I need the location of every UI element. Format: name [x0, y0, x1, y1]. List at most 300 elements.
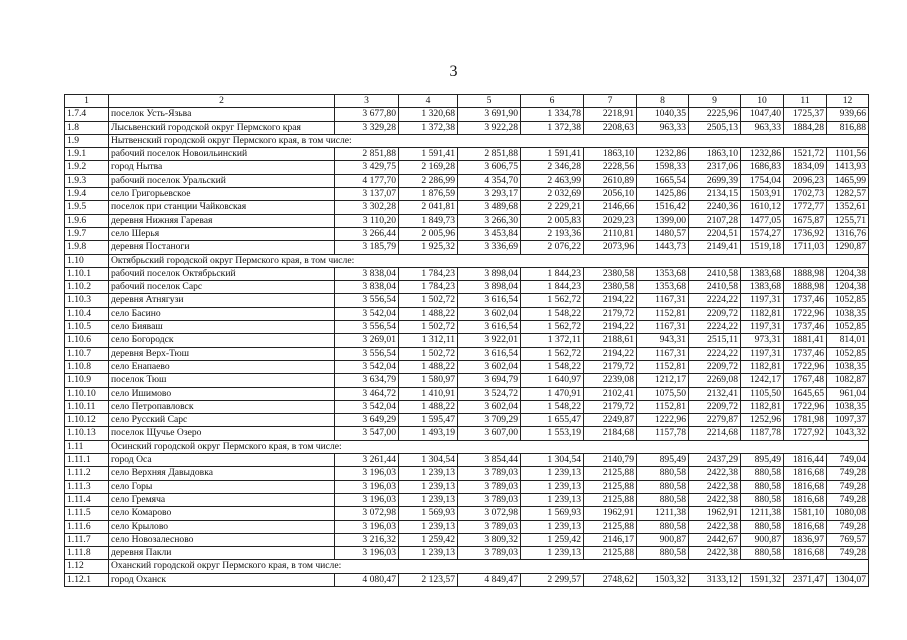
section-number: 1.11: [65, 440, 109, 453]
value-cell: 1182,81: [741, 400, 784, 413]
value-cell: 1 372,11: [521, 334, 584, 347]
value-cell: 1 239,13: [521, 480, 584, 493]
row-number: 1.9.8: [65, 241, 109, 254]
value-cell: 2146,66: [584, 201, 637, 214]
value-cell: 3 137,07: [335, 188, 399, 201]
value-cell: 2 169,28: [399, 161, 458, 174]
value-cell: 2422,38: [689, 520, 741, 533]
value-cell: 2 286,99: [399, 174, 458, 187]
value-cell: 3 196,03: [335, 493, 399, 506]
value-cell: 2380,58: [584, 281, 637, 294]
row-number: 1.12.1: [65, 573, 109, 586]
settlement-name: деревня Атнягузи: [109, 294, 335, 307]
value-cell: 1 876,59: [399, 188, 458, 201]
value-cell: 749,04: [827, 454, 869, 467]
value-cell: 1 784,23: [399, 281, 458, 294]
value-cell: 3 072,98: [458, 507, 521, 520]
value-cell: 1353,68: [637, 281, 689, 294]
column-header-6: 6: [521, 95, 584, 108]
value-cell: 2132,41: [689, 387, 741, 400]
value-cell: 1675,87: [784, 214, 827, 227]
value-cell: 3 709,29: [458, 414, 521, 427]
value-cell: 1834,09: [784, 161, 827, 174]
column-header-2: 2: [109, 95, 335, 108]
value-cell: 1 239,13: [399, 547, 458, 560]
header-row: [65, 95, 869, 108]
value-cell: 1413,93: [827, 161, 869, 174]
value-cell: 2188,61: [584, 334, 637, 347]
value-cell: 2 005,83: [521, 214, 584, 227]
settlement-name: поселок при станции Чайковская: [109, 201, 335, 214]
value-cell: 1521,72: [784, 148, 827, 161]
value-cell: 1 488,22: [399, 360, 458, 373]
value-cell: 1 334,78: [521, 108, 584, 121]
value-cell: 2422,38: [689, 467, 741, 480]
settlement-name: село Басино: [109, 307, 335, 320]
value-cell: 2 032,69: [521, 188, 584, 201]
row-number: 1.11.8: [65, 547, 109, 560]
value-cell: 3 694,79: [458, 374, 521, 387]
value-cell: 3133,12: [689, 573, 741, 586]
value-cell: 1 640,97: [521, 374, 584, 387]
value-cell: 2096,23: [784, 174, 827, 187]
value-cell: 1480,57: [637, 227, 689, 240]
value-cell: 2269,08: [689, 374, 741, 387]
value-cell: 2194,22: [584, 294, 637, 307]
table-row: [65, 493, 869, 506]
value-cell: 880,58: [741, 493, 784, 506]
value-cell: 1 548,22: [521, 307, 584, 320]
value-cell: 1881,41: [784, 334, 827, 347]
row-number: 1.10.11: [65, 400, 109, 413]
value-cell: 4 080,47: [335, 573, 399, 586]
value-cell: 1591,32: [741, 573, 784, 586]
value-cell: 2194,22: [584, 347, 637, 360]
value-cell: 1465,99: [827, 174, 869, 187]
value-cell: 2224,22: [689, 294, 741, 307]
value-cell: 2 463,99: [521, 174, 584, 187]
value-cell: 1 925,32: [399, 241, 458, 254]
value-cell: 3 547,00: [335, 427, 399, 440]
value-cell: 2209,72: [689, 400, 741, 413]
value-cell: 3 185,79: [335, 241, 399, 254]
value-cell: 1399,00: [637, 214, 689, 227]
row-number: 1.9.5: [65, 201, 109, 214]
value-cell: 1187,78: [741, 427, 784, 440]
value-cell: 1645,65: [784, 387, 827, 400]
section-number: 1.10: [65, 254, 109, 267]
value-cell: 880,58: [741, 467, 784, 480]
settlement-name: село Ишимово: [109, 387, 335, 400]
value-cell: 1167,31: [637, 347, 689, 360]
value-cell: 3 266,44: [335, 227, 399, 240]
value-cell: 2029,23: [584, 214, 637, 227]
value-cell: 3 556,54: [335, 294, 399, 307]
value-cell: 3 110,20: [335, 214, 399, 227]
settlement-name: село Горы: [109, 480, 335, 493]
value-cell: 1 548,22: [521, 400, 584, 413]
value-cell: 961,04: [827, 387, 869, 400]
section-title: Оханский городской округ Пермского края, в том числе:: [109, 560, 869, 573]
value-cell: 3 266,30: [458, 214, 521, 227]
value-cell: 1737,46: [784, 347, 827, 360]
value-cell: 3 789,03: [458, 547, 521, 560]
value-cell: 963,33: [637, 121, 689, 134]
value-cell: 2134,15: [689, 188, 741, 201]
value-cell: 2224,22: [689, 347, 741, 360]
table-row: [65, 360, 869, 373]
value-cell: 1816,68: [784, 480, 827, 493]
value-cell: 3 691,90: [458, 108, 521, 121]
value-cell: 3 616,54: [458, 347, 521, 360]
value-cell: 1 849,73: [399, 214, 458, 227]
value-cell: 1 502,72: [399, 294, 458, 307]
settlement-name: деревня Постаноги: [109, 241, 335, 254]
value-cell: 1 493,19: [399, 427, 458, 440]
row-number: 1.10.3: [65, 294, 109, 307]
value-cell: 1 239,13: [521, 547, 584, 560]
value-cell: 2184,68: [584, 427, 637, 440]
value-cell: 2610,89: [584, 174, 637, 187]
value-cell: 1816,68: [784, 520, 827, 533]
value-cell: 1290,87: [827, 241, 869, 254]
row-number: 1.10.6: [65, 334, 109, 347]
settlement-name: село Шерья: [109, 227, 335, 240]
value-cell: 749,28: [827, 480, 869, 493]
value-cell: 769,57: [827, 533, 869, 546]
value-cell: 1754,04: [741, 174, 784, 187]
row-number: 1.11.2: [65, 467, 109, 480]
value-cell: 4 177,70: [335, 174, 399, 187]
settlement-name: село Гремяча: [109, 493, 335, 506]
settlement-name: село Петропавловск: [109, 400, 335, 413]
row-number: 1.9.2: [65, 161, 109, 174]
value-cell: 1 562,72: [521, 347, 584, 360]
value-cell: 1232,86: [637, 148, 689, 161]
value-cell: 3 542,04: [335, 307, 399, 320]
value-cell: 2102,41: [584, 387, 637, 400]
value-cell: 3 302,28: [335, 201, 399, 214]
value-cell: 3 542,04: [335, 360, 399, 373]
value-cell: 1 655,47: [521, 414, 584, 427]
value-cell: 2107,28: [689, 214, 741, 227]
row-number: 1.10.10: [65, 387, 109, 400]
row-number: 1.11.6: [65, 520, 109, 533]
table-row: [65, 400, 869, 413]
settlement-name: город Оса: [109, 454, 335, 467]
settlement-name: город Оханск: [109, 573, 335, 586]
row-number: 1.10.12: [65, 414, 109, 427]
value-cell: 1038,35: [827, 400, 869, 413]
value-cell: 1 239,13: [399, 520, 458, 533]
value-cell: 4 849,47: [458, 573, 521, 586]
value-cell: 900,87: [741, 533, 784, 546]
row-number: 1.9.7: [65, 227, 109, 240]
value-cell: 1097,37: [827, 414, 869, 427]
value-cell: 1 844,23: [521, 281, 584, 294]
value-cell: 1052,85: [827, 294, 869, 307]
value-cell: 2249,87: [584, 414, 637, 427]
value-cell: 1038,35: [827, 360, 869, 373]
value-cell: 880,58: [741, 480, 784, 493]
value-cell: 1598,33: [637, 161, 689, 174]
value-cell: 2442,67: [689, 533, 741, 546]
table-row: [65, 214, 869, 227]
value-cell: 3 922,01: [458, 334, 521, 347]
value-cell: 2422,38: [689, 547, 741, 560]
value-cell: 2125,88: [584, 493, 637, 506]
section-row: [65, 134, 869, 147]
value-cell: 1 580,97: [399, 374, 458, 387]
column-header-12: 12: [827, 95, 869, 108]
value-cell: 3 196,03: [335, 547, 399, 560]
value-cell: 895,49: [637, 454, 689, 467]
value-cell: 2422,38: [689, 480, 741, 493]
section-title: Октябрьский городской округ Пермского края, в том числе:: [109, 254, 869, 267]
table-row: [65, 281, 869, 294]
value-cell: 3 542,04: [335, 400, 399, 413]
value-cell: 1722,96: [784, 307, 827, 320]
section-title: Нытвенский городской округ Пермского края, в том числе:: [109, 134, 869, 147]
value-cell: 1702,73: [784, 188, 827, 201]
row-number: 1.11.3: [65, 480, 109, 493]
value-cell: 2505,13: [689, 121, 741, 134]
value-cell: 1816,44: [784, 454, 827, 467]
settlement-name: поселок Щучье Озеро: [109, 427, 335, 440]
value-cell: 1425,86: [637, 188, 689, 201]
settlement-name: деревня Нижняя Гаревая: [109, 214, 335, 227]
value-cell: 1075,50: [637, 387, 689, 400]
value-cell: 3 898,04: [458, 281, 521, 294]
column-header-10: 10: [741, 95, 784, 108]
value-cell: 2699,39: [689, 174, 741, 187]
value-cell: 2125,88: [584, 520, 637, 533]
value-cell: 1038,35: [827, 307, 869, 320]
value-cell: 1383,68: [741, 281, 784, 294]
value-cell: 2 851,88: [335, 148, 399, 161]
value-cell: 2422,38: [689, 493, 741, 506]
value-cell: 3 293,17: [458, 188, 521, 201]
value-cell: 2125,88: [584, 480, 637, 493]
table-row: [65, 267, 869, 280]
value-cell: 4 354,70: [458, 174, 521, 187]
table-row: [65, 307, 869, 320]
value-cell: 1101,56: [827, 148, 869, 161]
value-cell: 3 616,54: [458, 294, 521, 307]
value-cell: 1197,31: [741, 321, 784, 334]
value-cell: 1105,50: [741, 387, 784, 400]
table-row: [65, 148, 869, 161]
value-cell: 963,33: [741, 121, 784, 134]
settlement-name: село Русский Сарс: [109, 414, 335, 427]
value-cell: 3 329,28: [335, 121, 399, 134]
row-number: 1.10.8: [65, 360, 109, 373]
value-cell: 1 372,38: [521, 121, 584, 134]
value-cell: 1222,96: [637, 414, 689, 427]
value-cell: 3 677,80: [335, 108, 399, 121]
value-cell: 1 488,22: [399, 307, 458, 320]
table-row: [65, 188, 869, 201]
value-cell: 1665,54: [637, 174, 689, 187]
value-cell: 1 562,72: [521, 321, 584, 334]
column-header-8: 8: [637, 95, 689, 108]
value-cell: 1 304,54: [399, 454, 458, 467]
value-cell: 1383,68: [741, 267, 784, 280]
value-cell: 1157,78: [637, 427, 689, 440]
value-cell: 2 229,21: [521, 201, 584, 214]
value-cell: 1 488,22: [399, 400, 458, 413]
value-cell: 2410,58: [689, 267, 741, 280]
value-cell: 3 602,04: [458, 307, 521, 320]
value-cell: 2 076,22: [521, 241, 584, 254]
value-cell: 1610,12: [741, 201, 784, 214]
settlement-name: Лысьвенский городской округ Пермского края: [109, 121, 335, 134]
settlement-name: село Новозалесново: [109, 533, 335, 546]
column-header-5: 5: [458, 95, 521, 108]
value-cell: 1152,81: [637, 360, 689, 373]
value-cell: 2146,17: [584, 533, 637, 546]
row-number: 1.7.4: [65, 108, 109, 121]
value-cell: 3 789,03: [458, 493, 521, 506]
value-cell: 1736,92: [784, 227, 827, 240]
row-number: 1.9.3: [65, 174, 109, 187]
value-cell: 1816,68: [784, 467, 827, 480]
value-cell: 2 346,28: [521, 161, 584, 174]
value-cell: 1040,35: [637, 108, 689, 121]
value-cell: 1686,83: [741, 161, 784, 174]
value-cell: 1182,81: [741, 360, 784, 373]
value-cell: 2317,06: [689, 161, 741, 174]
value-cell: 749,28: [827, 493, 869, 506]
value-cell: 1 502,72: [399, 321, 458, 334]
value-cell: 3 429,75: [335, 161, 399, 174]
column-header-9: 9: [689, 95, 741, 108]
table-row: [65, 427, 869, 440]
value-cell: 1816,68: [784, 493, 827, 506]
value-cell: 1 502,72: [399, 347, 458, 360]
value-cell: 880,58: [637, 467, 689, 480]
table-row: [65, 201, 869, 214]
settlement-name: село Григорьевское: [109, 188, 335, 201]
table-row: [65, 347, 869, 360]
value-cell: 1 239,13: [399, 493, 458, 506]
value-cell: 2179,72: [584, 307, 637, 320]
value-cell: 1043,32: [827, 427, 869, 440]
row-number: 1.10.9: [65, 374, 109, 387]
value-cell: 1 410,91: [399, 387, 458, 400]
value-cell: 2 299,57: [521, 573, 584, 586]
value-cell: 1316,76: [827, 227, 869, 240]
value-cell: 1 595,47: [399, 414, 458, 427]
value-cell: 1 553,19: [521, 427, 584, 440]
value-cell: 973,31: [741, 334, 784, 347]
row-number: 1.9.4: [65, 188, 109, 201]
value-cell: 3 922,28: [458, 121, 521, 134]
section-number: 1.9: [65, 134, 109, 147]
value-cell: 1 591,41: [521, 148, 584, 161]
column-header-11: 11: [784, 95, 827, 108]
value-cell: 3 489,68: [458, 201, 521, 214]
value-cell: 3 602,04: [458, 400, 521, 413]
value-cell: 1152,81: [637, 400, 689, 413]
value-cell: 2410,58: [689, 281, 741, 294]
value-cell: 1 591,41: [399, 148, 458, 161]
value-cell: 3 898,04: [458, 267, 521, 280]
value-cell: 2179,72: [584, 360, 637, 373]
value-cell: 2 851,88: [458, 148, 521, 161]
value-cell: 2125,88: [584, 547, 637, 560]
value-cell: 749,28: [827, 467, 869, 480]
value-cell: 900,87: [637, 533, 689, 546]
column-header-1: 1: [65, 95, 109, 108]
column-header-7: 7: [584, 95, 637, 108]
row-number: 1.10.2: [65, 281, 109, 294]
value-cell: 749,28: [827, 547, 869, 560]
settlement-name: село Богородск: [109, 334, 335, 347]
value-cell: 1737,46: [784, 294, 827, 307]
value-cell: 2204,51: [689, 227, 741, 240]
value-cell: 1052,85: [827, 321, 869, 334]
value-cell: 3 854,44: [458, 454, 521, 467]
value-cell: 1252,96: [741, 414, 784, 427]
value-cell: 3 216,32: [335, 533, 399, 546]
value-cell: 2380,58: [584, 267, 637, 280]
value-cell: 2 193,36: [521, 227, 584, 240]
settlement-name: рабочий поселок Уральский: [109, 174, 335, 187]
table-row: [65, 547, 869, 560]
value-cell: 1722,96: [784, 360, 827, 373]
value-cell: 1197,31: [741, 347, 784, 360]
row-number: 1.9.6: [65, 214, 109, 227]
value-cell: 1255,71: [827, 214, 869, 227]
settlement-name: село Комарово: [109, 507, 335, 520]
value-cell: 3 196,03: [335, 520, 399, 533]
settlement-name: рабочий поселок Октябрьский: [109, 267, 335, 280]
value-cell: 749,28: [827, 520, 869, 533]
value-cell: 1 569,93: [521, 507, 584, 520]
table-row: [65, 387, 869, 400]
value-cell: 1211,38: [637, 507, 689, 520]
settlement-name: село Енапаево: [109, 360, 335, 373]
value-cell: 880,58: [637, 520, 689, 533]
table-row: [65, 414, 869, 427]
value-cell: 939,66: [827, 108, 869, 121]
value-cell: 1352,61: [827, 201, 869, 214]
row-number: 1.11.5: [65, 507, 109, 520]
tariff-table: [64, 94, 869, 587]
value-cell: 3 789,03: [458, 520, 521, 533]
value-cell: 1 239,13: [399, 467, 458, 480]
value-cell: 1816,68: [784, 547, 827, 560]
value-cell: 1167,31: [637, 294, 689, 307]
value-cell: 2214,68: [689, 427, 741, 440]
value-cell: 3 607,00: [458, 427, 521, 440]
value-cell: 2239,08: [584, 374, 637, 387]
settlement-name: город Нытва: [109, 161, 335, 174]
value-cell: 1711,03: [784, 241, 827, 254]
value-cell: 1 372,38: [399, 121, 458, 134]
value-cell: 1052,85: [827, 347, 869, 360]
value-cell: 3 606,75: [458, 161, 521, 174]
value-cell: 1 304,54: [521, 454, 584, 467]
value-cell: 1 259,42: [399, 533, 458, 546]
column-header-4: 4: [399, 95, 458, 108]
table-row: [65, 334, 869, 347]
row-number: 1.10.7: [65, 347, 109, 360]
value-cell: 1781,98: [784, 414, 827, 427]
value-cell: 1 312,11: [399, 334, 458, 347]
value-cell: 1477,05: [741, 214, 784, 227]
